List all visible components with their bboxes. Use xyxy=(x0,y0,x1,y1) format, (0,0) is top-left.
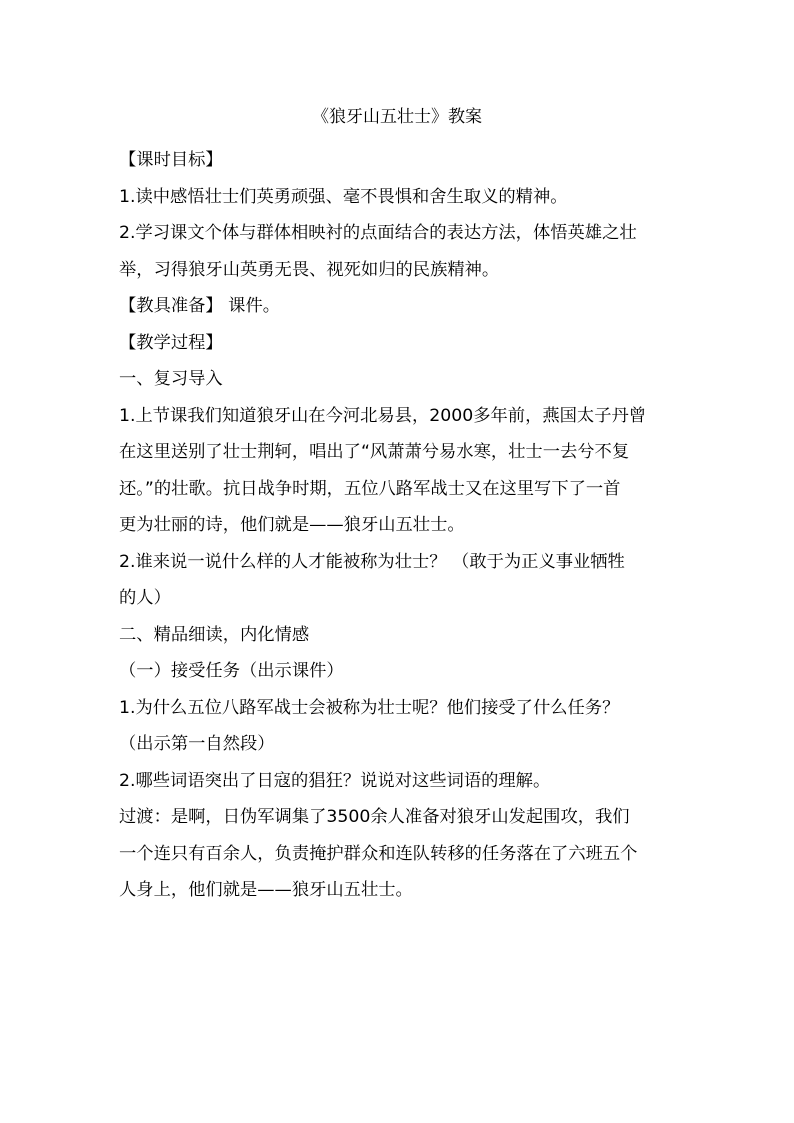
objective-item-2-line-1: 2.学习课文个体与群体相映衬的点面结合的表达方法，体悟英雄之壮 xyxy=(119,223,637,243)
subsection-heading-review: 一、复习导入 xyxy=(119,369,223,389)
paragraph-transition-line-2: 一个连只有百余人，负责掩护群众和连队转移的任务落在了六班五个 xyxy=(119,843,638,864)
paragraph-transition-line-1: 过渡：是啊，日伪军调集了3500余人准备对狼牙山发起围攻，我们 xyxy=(119,807,630,827)
paragraph-review-1-line-3: 还。”的壮歌。抗日战争时期，五位八路军战士又在这里写下了一首 xyxy=(119,478,621,499)
paragraph-review-1-line-2: 在这里送别了壮士荆轲，唱出了“风萧萧兮易水寒，壮士一去兮不复 xyxy=(119,442,630,462)
subsection-heading-reading: 二、精品细读，内化情感 xyxy=(119,624,310,645)
paragraph-review-2-line-1: 2.谁来说一说什么样的人才能被称为壮士？ （敢于为正义事业牺牲 xyxy=(119,551,625,572)
objective-item-1: 1.读中感悟壮士们英勇顽强、毫不畏惧和舍生取义的精神。 xyxy=(119,186,568,207)
objective-item-2-line-2: 举，习得狼牙山英勇无畏、视死如归的民族精神。 xyxy=(119,259,500,280)
section-heading-objectives: 【课时目标】 xyxy=(119,150,223,170)
paragraph-task-1-line-2: （出示第一自然段） xyxy=(119,734,275,754)
paragraph-review-1-line-4: 更为壮丽的诗，他们就是——狼牙山五壮士。 xyxy=(119,515,465,535)
section-heading-materials: 【教具准备】 课件。 xyxy=(119,296,281,316)
section-heading-process: 【教学过程】 xyxy=(119,332,223,353)
document-body xyxy=(119,142,679,909)
paragraph-review-1-line-1: 1.上节课我们知道狼牙山在今河北易县，2000多年前，燕国太子丹曾 xyxy=(119,405,647,426)
paragraph-task-2: 2.哪些词语突出了日寇的猖狂？说说对这些词语的理解。 xyxy=(119,770,551,791)
subsection-heading-task: （一）接受任务（出示课件） xyxy=(119,661,344,681)
document-title: 《狼牙山五壮士》教案 xyxy=(312,107,482,127)
paragraph-transition-line-3: 人身上，他们就是——狼牙山五壮士。 xyxy=(119,880,413,900)
paragraph-review-2-line-2: 的人） xyxy=(119,588,171,608)
paragraph-task-1-line-1: 1.为什么五位八路军战士会被称为壮士呢？他们接受了什么任务？ xyxy=(119,697,620,718)
